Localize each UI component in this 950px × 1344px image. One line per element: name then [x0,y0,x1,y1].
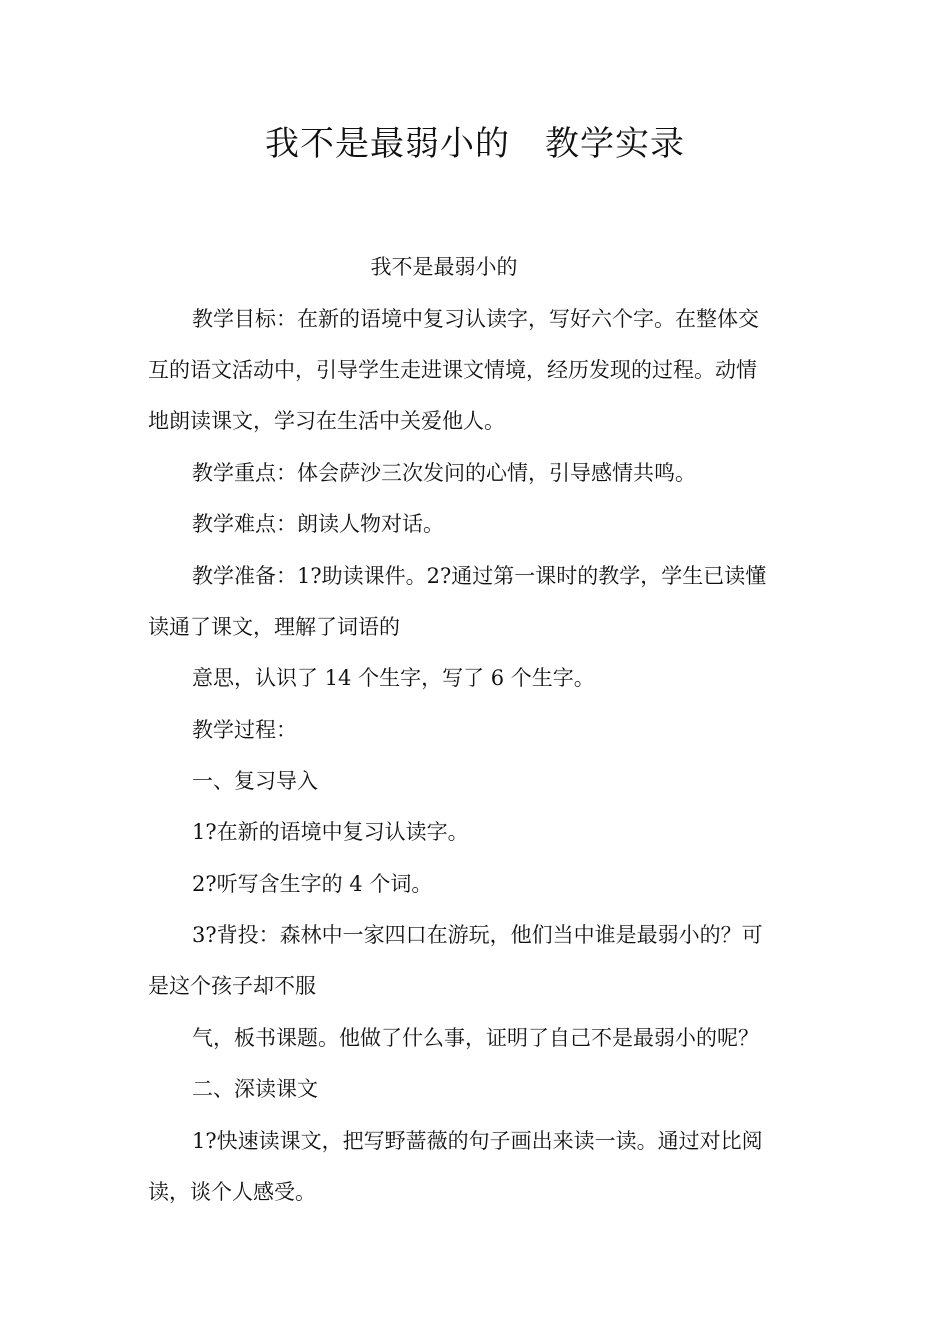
section-heading: 一、复习导入 [192,769,318,793]
paragraph-line: 意思，认识了 14 个生字，写了 6 个生字。 [192,666,595,690]
paragraph-line: 教学过程： [192,718,297,742]
paragraph-line: 3?背投：森林中一家四口在游玩，他们当中谁是最弱小的？可 [192,923,763,947]
document-title: 我不是最弱小的 教学实录 [265,124,685,164]
paragraph-line: 互的语文活动中，引导学生走进课文情境，经历发现的过程。动情 [148,358,757,382]
lesson-subtitle: 我不是最弱小的 [370,255,518,279]
paragraph-line: 读通了课文，理解了词语的 [148,615,400,639]
paragraph-line: 1?快速读课文，把写野蔷薇的句子画出来读一读。通过对比阅 [192,1129,763,1153]
paragraph-line: 教学准备：1?助读课件。2?通过第一课时的教学，学生已读懂 [192,564,767,588]
paragraph-line: 是这个孩子却不服 [148,974,316,998]
paragraph-line: 地朗读课文，学习在生活中关爱他人。 [148,409,505,433]
paragraph-line: 教学重点：体会萨沙三次发问的心情，引导感情共鸣。 [192,461,696,485]
paragraph-line: 气，板书课题。他做了什么事，证明了自己不是最弱小的呢？ [192,1026,759,1050]
paragraph-line: 教学目标：在新的语境中复习认读字，写好六个字。在整体交 [192,307,759,331]
section-heading: 二、深读课文 [192,1077,318,1101]
paragraph-line: 2?听写含生字的 4 个词。 [192,872,433,896]
paragraph-line: 教学难点：朗读人物对话。 [192,512,444,536]
paragraph-line: 读，谈个人感受。 [148,1180,316,1204]
paragraph-line: 1?在新的语境中复习认读字。 [192,820,469,844]
